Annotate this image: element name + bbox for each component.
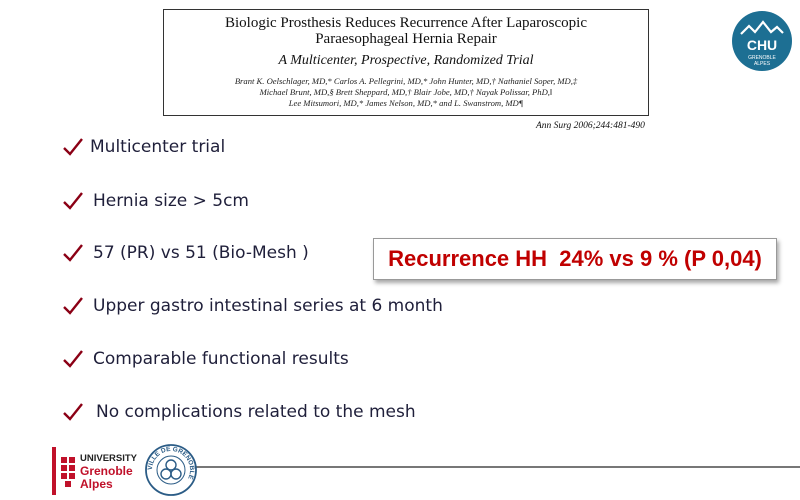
- paper-title-line-1: Biologic Prosthesis Reduces Recurrence After Laparoscopic: [225, 15, 587, 31]
- alpes-label: Alpes: [80, 477, 113, 491]
- paper-header-box: [163, 9, 649, 116]
- bullet-text: No complications related to the mesh: [96, 402, 416, 422]
- logo-red-bar: [52, 447, 56, 495]
- bullet-item: [62, 399, 416, 425]
- ville-de-grenoble-logo: [145, 444, 197, 496]
- paper-title: [164, 15, 648, 47]
- chu-logo-sub1: GRENOBLE: [748, 55, 776, 61]
- bullet-text: Upper gastro intestinal series at 6 month: [93, 296, 443, 316]
- checkmark-icon: [62, 137, 84, 157]
- paper-authors: [172, 76, 640, 109]
- chu-logo-name: CHU: [746, 37, 778, 53]
- paper-title-line-2: Paraesophageal Hernia Repair: [315, 31, 497, 47]
- bullet-item: [62, 134, 225, 160]
- recurrence-highlight-box: [373, 238, 777, 280]
- bullet-item: [62, 293, 443, 319]
- ville-logo-text: VILLE DE GRENOBLE: [146, 445, 196, 481]
- chu-logo: [731, 10, 793, 72]
- bullet-item: [62, 346, 349, 372]
- uga-mark-icon: [60, 455, 78, 489]
- bullet-text: Hernia size > 5cm: [93, 191, 249, 211]
- checkmark-icon: [62, 243, 84, 263]
- bullet-item: [62, 240, 309, 266]
- university-grenoble-alpes-logo: [52, 445, 142, 495]
- bullet-text: Comparable functional results: [93, 349, 349, 369]
- university-label: UNIVERSITY: [80, 453, 138, 464]
- bullet-text: Multicenter trial: [90, 137, 226, 157]
- chu-logo-sub2: ALPES: [753, 61, 771, 67]
- authors-line-3: Lee Mitsumori, MD,* James Nelson, MD,* and L. Swanstrom, MD¶: [288, 98, 524, 108]
- university-logo-text: [80, 452, 137, 491]
- checkmark-icon: [62, 296, 84, 316]
- authors-line-1: Brant K. Oelschlager, MD,* Carlos A. Pellegrini, MD,* John Hunter, MD,† Nathaniel Soper, MD,‡: [234, 76, 578, 86]
- checkmark-icon: [62, 349, 84, 369]
- authors-line-2: Michael Brunt, MD,§ Brett Sheppard, MD,† Blair Jobe, MD,† Nayak Polissar, PhD,‖: [259, 87, 553, 97]
- recurrence-highlight-text: Recurrence HH 24% vs 9 % (P 0,04): [388, 246, 762, 271]
- checkmark-icon: [62, 402, 84, 422]
- checkmark-icon: [62, 191, 84, 211]
- journal-citation: Ann Surg 2006;244:481-490: [536, 121, 645, 131]
- bullet-text: 57 (PR) vs 51 (Bio-Mesh ): [93, 243, 309, 263]
- footer-divider: [150, 466, 800, 468]
- grenoble-label: Grenoble: [80, 464, 133, 478]
- paper-subtitle: A Multicenter, Prospective, Randomized Trial: [278, 53, 534, 68]
- bullet-item: [62, 188, 249, 214]
